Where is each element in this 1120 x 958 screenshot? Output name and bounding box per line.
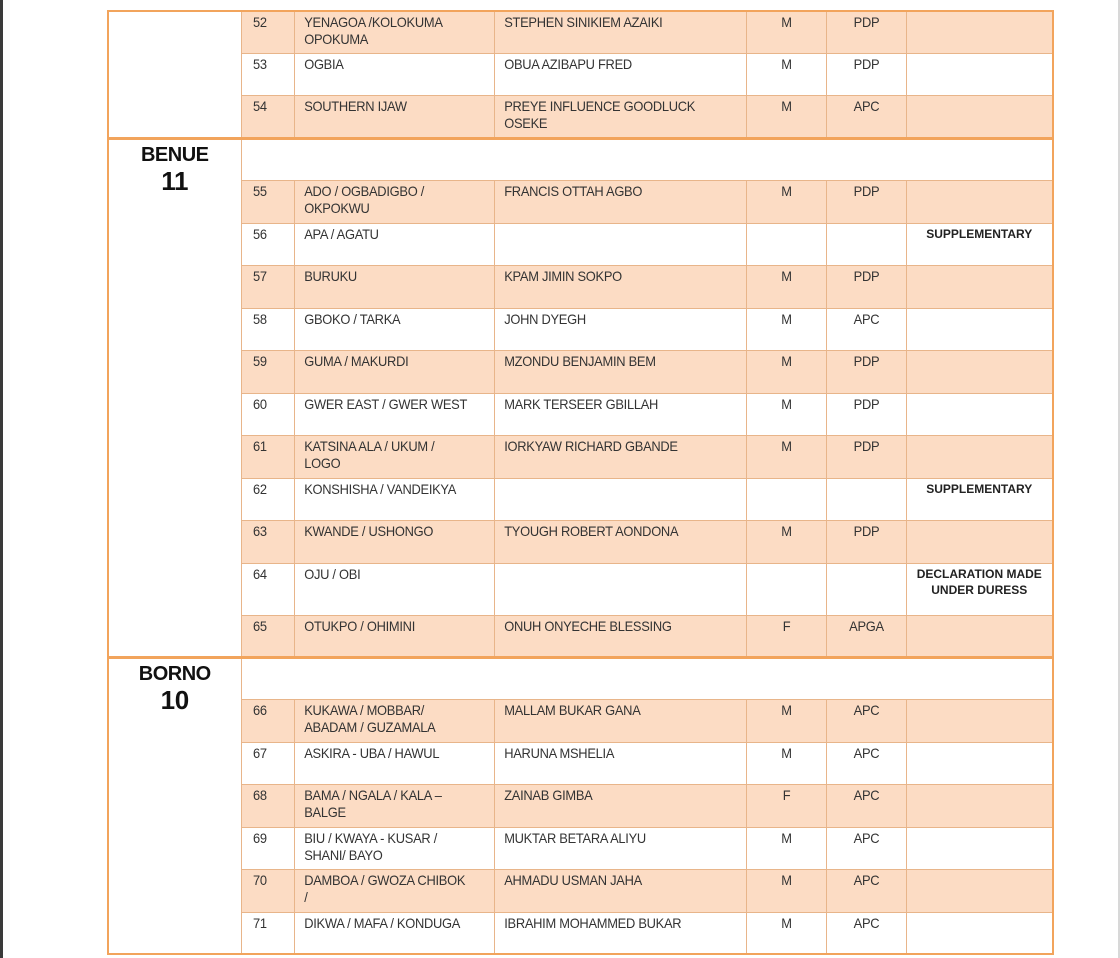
candidate-name-cell (494, 223, 746, 265)
candidate-name-cell (494, 265, 746, 308)
table-row (108, 615, 1053, 657)
remark-cell (906, 827, 1053, 869)
state-name: BENUE (140, 143, 209, 166)
candidate-name-cell (494, 180, 746, 223)
table-row (108, 11, 1053, 53)
candidate-gender-cell (746, 742, 826, 784)
candidate-party-cell (826, 784, 906, 827)
viewer-left-edge (0, 0, 3, 958)
constituency-name-cell (294, 308, 494, 350)
candidate-name-cell (494, 699, 746, 742)
candidate-name-cell (494, 520, 746, 563)
candidate-gender-cell (746, 11, 826, 53)
constituency-name: ASKIRA - UBA / HAWUL (303, 744, 439, 761)
candidate-party: PDP (853, 352, 879, 369)
remark: SUPPLEMENTARY (926, 481, 1033, 496)
remark-cell (906, 478, 1053, 520)
constituency-name: BAMA / NGALA / KALA – BALGE (303, 786, 442, 820)
constituency-number: 54 (252, 97, 267, 114)
constituency-number: 55 (252, 182, 267, 199)
table-row (108, 223, 1053, 265)
constituency-number: 53 (252, 55, 267, 72)
candidate-gender-cell (746, 180, 826, 223)
constituency-name: APA / AGATU (303, 225, 379, 242)
remark (907, 785, 1053, 787)
candidate-name-cell (494, 827, 746, 869)
state-header-row (108, 138, 1053, 180)
constituency-number-cell (241, 742, 294, 784)
candidate-gender: M (780, 522, 792, 539)
candidate-name-cell (494, 95, 746, 138)
remark-cell (906, 11, 1053, 53)
constituency-number-cell (241, 350, 294, 393)
state-name: BORNO (138, 662, 211, 685)
candidate-party-cell (826, 869, 906, 912)
constituency-name: KWANDE / USHONGO (303, 522, 433, 539)
constituency-name: OGBIA (303, 55, 344, 72)
candidate-party-cell (826, 435, 906, 478)
table-row (108, 350, 1053, 393)
constituency-name-cell (294, 435, 494, 478)
candidate-gender-cell (746, 265, 826, 308)
table-row (108, 53, 1053, 95)
candidate-name (495, 564, 726, 566)
candidate-party: APC (853, 97, 879, 114)
constituency-name: OJU / OBI (303, 565, 360, 582)
remark (907, 54, 1053, 56)
candidate-party: APC (853, 744, 879, 761)
candidate-party: PDP (853, 55, 879, 72)
candidate-gender: M (780, 871, 792, 888)
candidate-name: IBRAHIM MOHAMMED BUKAR (503, 914, 681, 931)
constituency-name-cell (294, 265, 494, 308)
constituency-name: ADO / OGBADIGBO / OKPOKWU (303, 182, 424, 216)
constituency-name: BIU / KWAYA - KUSAR / SHANI/ BAYO (303, 829, 437, 863)
constituency-number: 62 (252, 480, 267, 497)
candidate-party: PDP (853, 267, 879, 284)
remark-cell (906, 742, 1053, 784)
remark-cell (906, 223, 1053, 265)
remark-cell (906, 784, 1053, 827)
constituency-name: SOUTHERN IJAW (303, 97, 407, 114)
remark-cell (906, 393, 1053, 435)
constituency-number-cell (241, 393, 294, 435)
candidate-party: PDP (853, 522, 879, 539)
candidate-party-cell (826, 350, 906, 393)
constituency-name-cell (294, 520, 494, 563)
constituency-name: BURUKU (303, 267, 357, 284)
constituency-number-cell (241, 615, 294, 657)
candidate-gender-cell (746, 563, 826, 615)
candidate-gender (750, 479, 823, 481)
constituency-name: GBOKO / TARKA (303, 310, 400, 327)
candidate-gender: M (780, 14, 792, 30)
candidate-party (830, 479, 903, 481)
constituency-number: 63 (252, 522, 267, 539)
table-row (108, 265, 1053, 308)
candidate-party-cell (826, 53, 906, 95)
candidate-gender: M (780, 914, 792, 931)
candidate-party: APGA (848, 617, 884, 634)
state-spacer-cell (241, 138, 1053, 180)
candidate-gender (750, 564, 823, 566)
candidate-party-cell (826, 520, 906, 563)
remark-cell (906, 265, 1053, 308)
candidate-gender-cell (746, 912, 826, 954)
constituency-number: 69 (252, 829, 267, 846)
constituency-number: 56 (252, 225, 267, 242)
candidate-party-cell (826, 11, 906, 53)
constituency-number-cell (241, 478, 294, 520)
constituency-number-cell (241, 520, 294, 563)
constituency-name-cell (294, 615, 494, 657)
state-cell (108, 657, 241, 954)
constituency-number-cell (241, 223, 294, 265)
constituency-name-cell (294, 912, 494, 954)
candidate-gender: M (780, 829, 792, 846)
candidate-gender-cell (746, 784, 826, 827)
constituency-number-cell (241, 827, 294, 869)
remark (907, 616, 1053, 618)
candidate-name: MARK TERSEER GBILLAH (503, 395, 658, 412)
constituency-number: 59 (252, 352, 267, 369)
candidate-name: TYOUGH ROBERT AONDONA (503, 522, 678, 539)
candidate-name-cell (494, 11, 746, 53)
constituency-name-cell (294, 784, 494, 827)
candidate-gender-cell (746, 827, 826, 869)
candidate-gender-cell (746, 615, 826, 657)
table-row (108, 308, 1053, 350)
candidate-party: APC (853, 914, 879, 931)
remark (907, 870, 1053, 872)
table-row (108, 520, 1053, 563)
constituency-name-cell (294, 223, 494, 265)
candidate-party: PDP (853, 14, 879, 30)
remark-cell (906, 308, 1053, 350)
constituency-number-cell (241, 308, 294, 350)
remark-cell (906, 350, 1053, 393)
candidate-name: HARUNA MSHELIA (503, 744, 614, 761)
table-row (108, 563, 1053, 615)
remark (907, 309, 1053, 311)
remark-cell (906, 520, 1053, 563)
candidate-gender: M (780, 55, 792, 72)
candidate-gender-cell (746, 699, 826, 742)
constituency-name-cell (294, 478, 494, 520)
table-row (108, 435, 1053, 478)
candidate-party-cell (826, 615, 906, 657)
table-row (108, 742, 1053, 784)
state-cell (108, 138, 241, 657)
candidate-name: IORKYAW RICHARD GBANDE (503, 437, 678, 454)
remark: DECLARATION MADE UNDER DURESS (916, 566, 1042, 597)
constituency-number: 66 (252, 701, 267, 718)
candidate-name-cell (494, 53, 746, 95)
candidate-party (830, 224, 903, 226)
remark-cell (906, 869, 1053, 912)
candidate-name: PREYE INFLUENCE GOODLUCK OSEKE (503, 97, 695, 131)
remark-cell (906, 912, 1053, 954)
constituency-name-cell (294, 11, 494, 53)
candidate-name-cell (494, 350, 746, 393)
remark (907, 828, 1053, 830)
remark-cell (906, 53, 1053, 95)
constituency-name-cell (294, 869, 494, 912)
candidate-name-cell (494, 912, 746, 954)
constituency-name-cell (294, 827, 494, 869)
candidate-gender-cell (746, 350, 826, 393)
candidate-gender-cell (746, 308, 826, 350)
remark (907, 521, 1053, 523)
constituency-name-cell (294, 95, 494, 138)
candidate-name: MUKTAR BETARA ALIYU (503, 829, 646, 846)
remark-cell (906, 563, 1053, 615)
state-spacer-cell (241, 657, 1053, 699)
constituency-number-cell (241, 912, 294, 954)
candidate-gender-cell (746, 478, 826, 520)
constituency-number: 58 (252, 310, 267, 327)
election-results-table (107, 10, 1054, 955)
constituency-number: 68 (252, 786, 267, 803)
candidate-party-cell (826, 742, 906, 784)
constituency-number-cell (241, 784, 294, 827)
candidate-party: APC (853, 310, 879, 327)
constituency-number: 57 (252, 267, 267, 284)
candidate-name: AHMADU USMAN JAHA (503, 871, 642, 888)
constituency-name: DAMBOA / GWOZA CHIBOK / (303, 871, 465, 905)
candidate-party (830, 564, 903, 566)
constituency-number-cell (241, 53, 294, 95)
remark (907, 913, 1053, 915)
remark-cell (906, 180, 1053, 223)
constituency-name-cell (294, 393, 494, 435)
constituency-number: 52 (252, 14, 267, 30)
constituency-number-cell (241, 869, 294, 912)
constituency-number-cell (241, 265, 294, 308)
candidate-name: MALLAM BUKAR GANA (503, 701, 641, 718)
constituency-number: 64 (252, 565, 267, 582)
constituency-number: 60 (252, 395, 267, 412)
table-row (108, 869, 1053, 912)
constituency-number-cell (241, 11, 294, 53)
candidate-name-cell (494, 308, 746, 350)
candidate-party-cell (826, 393, 906, 435)
candidate-gender: M (780, 267, 792, 284)
remark-cell (906, 435, 1053, 478)
remark (907, 96, 1053, 98)
candidate-party: PDP (853, 395, 879, 412)
constituency-number: 65 (252, 617, 267, 634)
candidate-name-cell (494, 615, 746, 657)
candidate-name-cell (494, 784, 746, 827)
candidate-party-cell (826, 95, 906, 138)
constituency-number-cell (241, 95, 294, 138)
candidate-gender-cell (746, 223, 826, 265)
candidate-party-cell (826, 827, 906, 869)
remark: SUPPLEMENTARY (926, 226, 1033, 241)
table-row (108, 393, 1053, 435)
constituency-name-cell (294, 53, 494, 95)
constituency-name-cell (294, 563, 494, 615)
candidate-name: STEPHEN SINIKIEM AZAIKI (503, 14, 662, 30)
candidate-party-cell (826, 180, 906, 223)
candidate-gender: M (780, 744, 792, 761)
candidate-name-cell (494, 563, 746, 615)
constituency-name-cell (294, 742, 494, 784)
table-row (108, 827, 1053, 869)
candidate-party: APC (853, 829, 879, 846)
table-row (108, 180, 1053, 223)
constituency-number-cell (241, 180, 294, 223)
candidate-gender: F (782, 617, 790, 634)
state-seat-count: 11 (161, 165, 189, 196)
table-row (108, 95, 1053, 138)
constituency-number: 71 (252, 914, 267, 931)
candidate-party-cell (826, 699, 906, 742)
constituency-name: GUMA / MAKURDI (303, 352, 408, 369)
candidate-party: PDP (853, 182, 879, 199)
constituency-name: GWER EAST / GWER WEST (303, 395, 467, 412)
candidate-name (495, 479, 726, 481)
candidate-name-cell (494, 742, 746, 784)
candidate-gender-cell (746, 53, 826, 95)
candidate-gender: M (780, 182, 792, 199)
table-row (108, 784, 1053, 827)
constituency-number: 67 (252, 744, 267, 761)
candidate-name: ONUH ONYECHE BLESSING (503, 617, 672, 634)
candidate-gender-cell (746, 520, 826, 563)
constituency-name-cell (294, 350, 494, 393)
remark-cell (906, 95, 1053, 138)
candidate-party-cell (826, 912, 906, 954)
remark (907, 266, 1053, 268)
candidate-party: APC (853, 701, 879, 718)
candidate-gender-cell (746, 393, 826, 435)
candidate-gender-cell (746, 435, 826, 478)
results-table-container (107, 10, 1052, 955)
candidate-name: JOHN DYEGH (503, 310, 586, 327)
constituency-name: KUKAWA / MOBBAR/ ABADAM / GUZAMALA (303, 701, 436, 735)
constituency-name: KATSINA ALA / UKUM / LOGO (303, 437, 434, 471)
constituency-number: 61 (252, 437, 267, 454)
candidate-gender (750, 224, 823, 226)
constituency-number-cell (241, 563, 294, 615)
candidate-name: KPAM JIMIN SOKPO (503, 267, 622, 284)
candidate-gender-cell (746, 95, 826, 138)
candidate-name: OBUA AZIBAPU FRED (503, 55, 632, 72)
candidate-gender: F (782, 786, 790, 803)
state-header-row (108, 657, 1053, 699)
constituency-name: KONSHISHA / VANDEIKYA (303, 480, 456, 497)
constituency-name: YENAGOA /KOLOKUMA OPOKUMA (303, 14, 442, 47)
candidate-gender: M (780, 97, 792, 114)
candidate-party: APC (853, 786, 879, 803)
remark-cell (906, 699, 1053, 742)
remark (907, 700, 1053, 702)
remark (907, 743, 1053, 745)
candidate-name-cell (494, 869, 746, 912)
candidate-name-cell (494, 435, 746, 478)
state-cell (108, 11, 241, 138)
candidate-name (495, 224, 726, 226)
constituency-number-cell (241, 435, 294, 478)
remark (907, 436, 1053, 438)
candidate-party: PDP (853, 437, 879, 454)
candidate-name: FRANCIS OTTAH AGBO (503, 182, 642, 199)
remark (907, 181, 1053, 183)
table-row (108, 478, 1053, 520)
constituency-name: OTUKPO / OHIMINI (303, 617, 415, 634)
candidate-party-cell (826, 265, 906, 308)
candidate-name: MZONDU BENJAMIN BEM (503, 352, 656, 369)
candidate-name: ZAINAB GIMBA (503, 786, 593, 803)
candidate-gender-cell (746, 869, 826, 912)
candidate-party-cell (826, 223, 906, 265)
state-seat-count: 10 (160, 684, 189, 715)
constituency-number-cell (241, 699, 294, 742)
candidate-gender: M (780, 352, 792, 369)
candidate-gender: M (780, 437, 792, 454)
candidate-name-cell (494, 393, 746, 435)
constituency-name-cell (294, 180, 494, 223)
constituency-name: DIKWA / MAFA / KONDUGA (303, 914, 460, 931)
table-row (108, 912, 1053, 954)
candidate-gender: M (780, 310, 792, 327)
remark (907, 12, 1053, 14)
candidate-gender: M (780, 395, 792, 412)
remark (907, 351, 1053, 353)
candidate-party-cell (826, 563, 906, 615)
table-row (108, 699, 1053, 742)
constituency-number: 70 (252, 871, 267, 888)
candidate-party-cell (826, 308, 906, 350)
remark-cell (906, 615, 1053, 657)
remark (907, 394, 1053, 396)
candidate-name-cell (494, 478, 746, 520)
constituency-name-cell (294, 699, 494, 742)
candidate-gender: M (780, 701, 792, 718)
candidate-party-cell (826, 478, 906, 520)
candidate-party: APC (853, 871, 879, 888)
